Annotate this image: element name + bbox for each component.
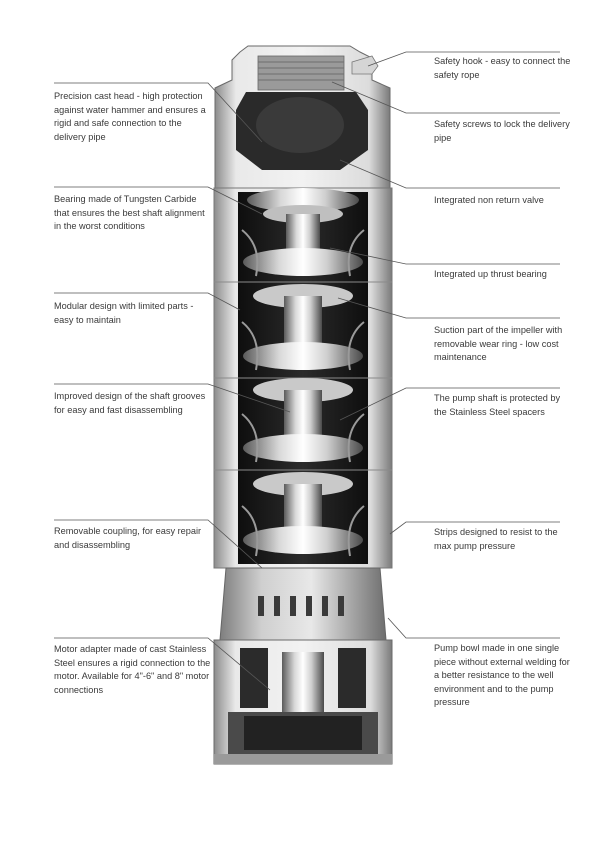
pump-head [215, 46, 390, 190]
label-removable-coupling: Removable coupling, for easy repair and disassembling [54, 526, 202, 550]
label-shaft-spacers: The pump shaft is protected by the Stainless Steel spacers [434, 393, 561, 417]
label-motor-adapter: Motor adapter made of cast Stainless Steel ensures a rigid connection to the motor. Available for 4"-6" and 8" motor connections [54, 644, 211, 695]
label-shaft-grooves: Improved design of the shaft grooves for easy and fast disassembling [54, 391, 206, 415]
label-safety-hook: Safety hook - easy to connect the safety rope [434, 56, 571, 80]
label-safety-screws: Safety screws to lock the delivery pipe [434, 119, 570, 143]
label-precision-cast-head: Precision cast head - high protection against water hammer and ensures a rigid and safe connection to the delivery pipe [54, 91, 206, 142]
label-tungsten-bearing: Bearing made of Tungsten Carbide that ensures the best shaft alignment in the worst conditions [54, 194, 205, 232]
label-strips: Strips designed to resist to the max pump pressure [434, 527, 558, 551]
label-pump-bowl: Pump bowl made in one single piece without external welding for a better resistance to the well environment and to the pump pressure [434, 643, 570, 708]
motor-adapter [214, 640, 392, 764]
leader-pump-bowl [388, 618, 560, 638]
label-impeller-suction: Suction part of the impeller with removable wear ring - low cost maintenance [434, 325, 563, 363]
label-modular-design: Modular design with limited parts - easy to maintain [54, 301, 194, 325]
pump-body [214, 188, 392, 568]
label-non-return-valve: Integrated non return valve [434, 195, 544, 205]
label-up-thrust-bearing: Integrated up thrust bearing [434, 269, 547, 279]
suction-bowl [220, 568, 386, 640]
